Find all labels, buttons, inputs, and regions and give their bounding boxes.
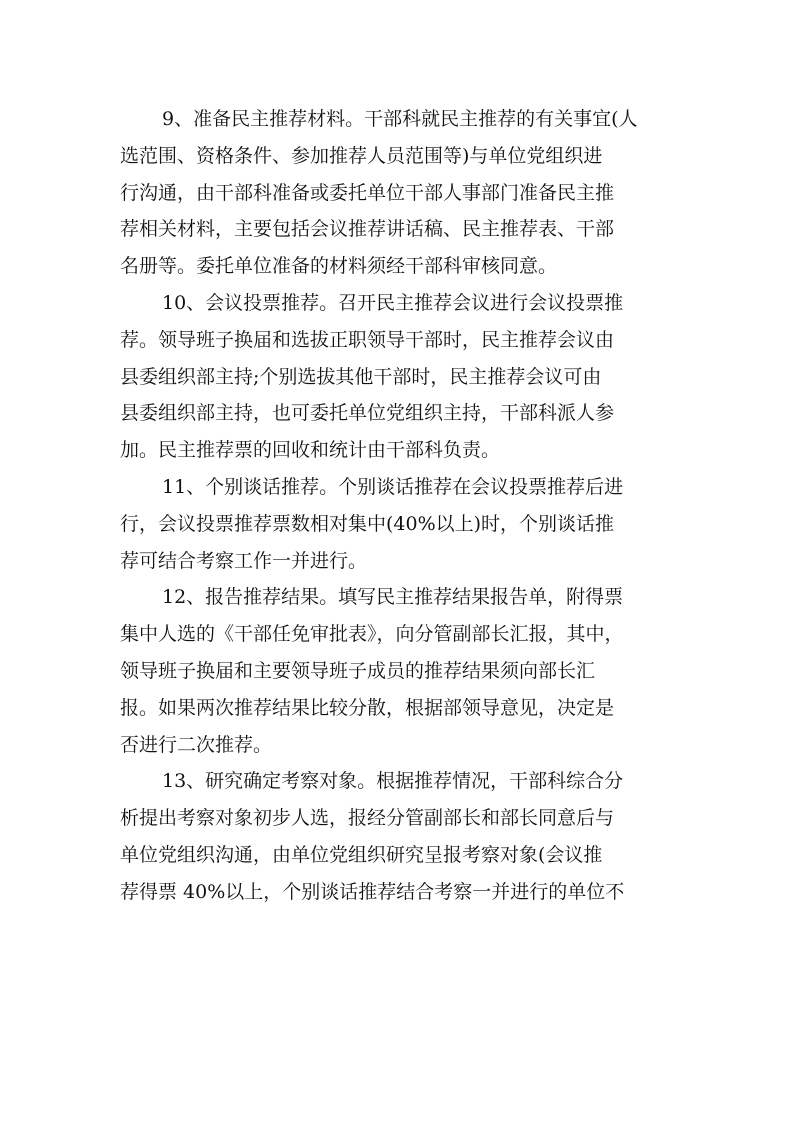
text-line: 否进行二次推荐。 bbox=[120, 733, 273, 756]
text-line: 报。如果两次推荐结果比较分散，根据部领导意见，决定是 bbox=[120, 696, 615, 719]
text-line: 行沟通，由干部科准备或委托单位干部人事部门准备民主推 bbox=[120, 181, 615, 204]
text-line: 荐。领导班子换届和选拔正职领导干部时，民主推荐会议由 bbox=[120, 328, 615, 351]
text-line: 10、会议投票推荐。召开民主推荐会议进行会议投票推 bbox=[162, 291, 624, 314]
text-line: 荐得票 40%以上，个别谈话推荐结合考察一并进行的单位不 bbox=[120, 880, 625, 903]
text-line: 县委组织部主持;个别选拔其他干部时，民主推荐会议可由 bbox=[120, 365, 602, 388]
text-line: 荐相关材料，主要包括会议推荐讲话稿、民主推荐表、干部 bbox=[120, 218, 615, 241]
text-line: 领导班子换届和主要领导班子成员的推荐结果须向部长汇 bbox=[120, 659, 596, 682]
text-line: 12、报告推荐结果。填写民主推荐结果报告单，附得票 bbox=[162, 586, 624, 609]
document-body bbox=[120, 101, 680, 911]
text-line: 行，会议投票推荐票数相对集中(40%以上)时，个别谈话推 bbox=[120, 512, 615, 535]
text-line: 荐可结合考察工作一并进行。 bbox=[120, 549, 368, 572]
text-line: 13、研究确定考察对象。根据推荐情况，干部科综合分 bbox=[162, 770, 624, 793]
text-line: 县委组织部主持，也可委托单位党组织主持，干部科派人参 bbox=[120, 402, 615, 425]
text-line: 单位党组织沟通，由单位党组织研究呈报考察对象(会议推 bbox=[120, 843, 603, 866]
text-line: 名册等。委托单位准备的材料须经干部科审核同意。 bbox=[120, 255, 558, 278]
text-line: 加。民主推荐票的回收和统计由干部科负责。 bbox=[120, 439, 501, 462]
text-line: 析提出考察对象初步人选，报经分管副部长和部长同意后与 bbox=[120, 807, 615, 830]
text-line: 集中人选的《干部任免审批表》，向分管副部长汇报，其中， bbox=[120, 623, 624, 646]
text-line: 9、准备民主推荐材料。干部科就民主推荐的有关事宜(人 bbox=[162, 108, 638, 130]
text-line: 11、个别谈话推荐。个别谈话推荐在会议投票推荐后进 bbox=[162, 475, 624, 498]
text-line: 选范围、资格条件、参加推荐人员范围等)与单位党组织进 bbox=[120, 144, 603, 167]
